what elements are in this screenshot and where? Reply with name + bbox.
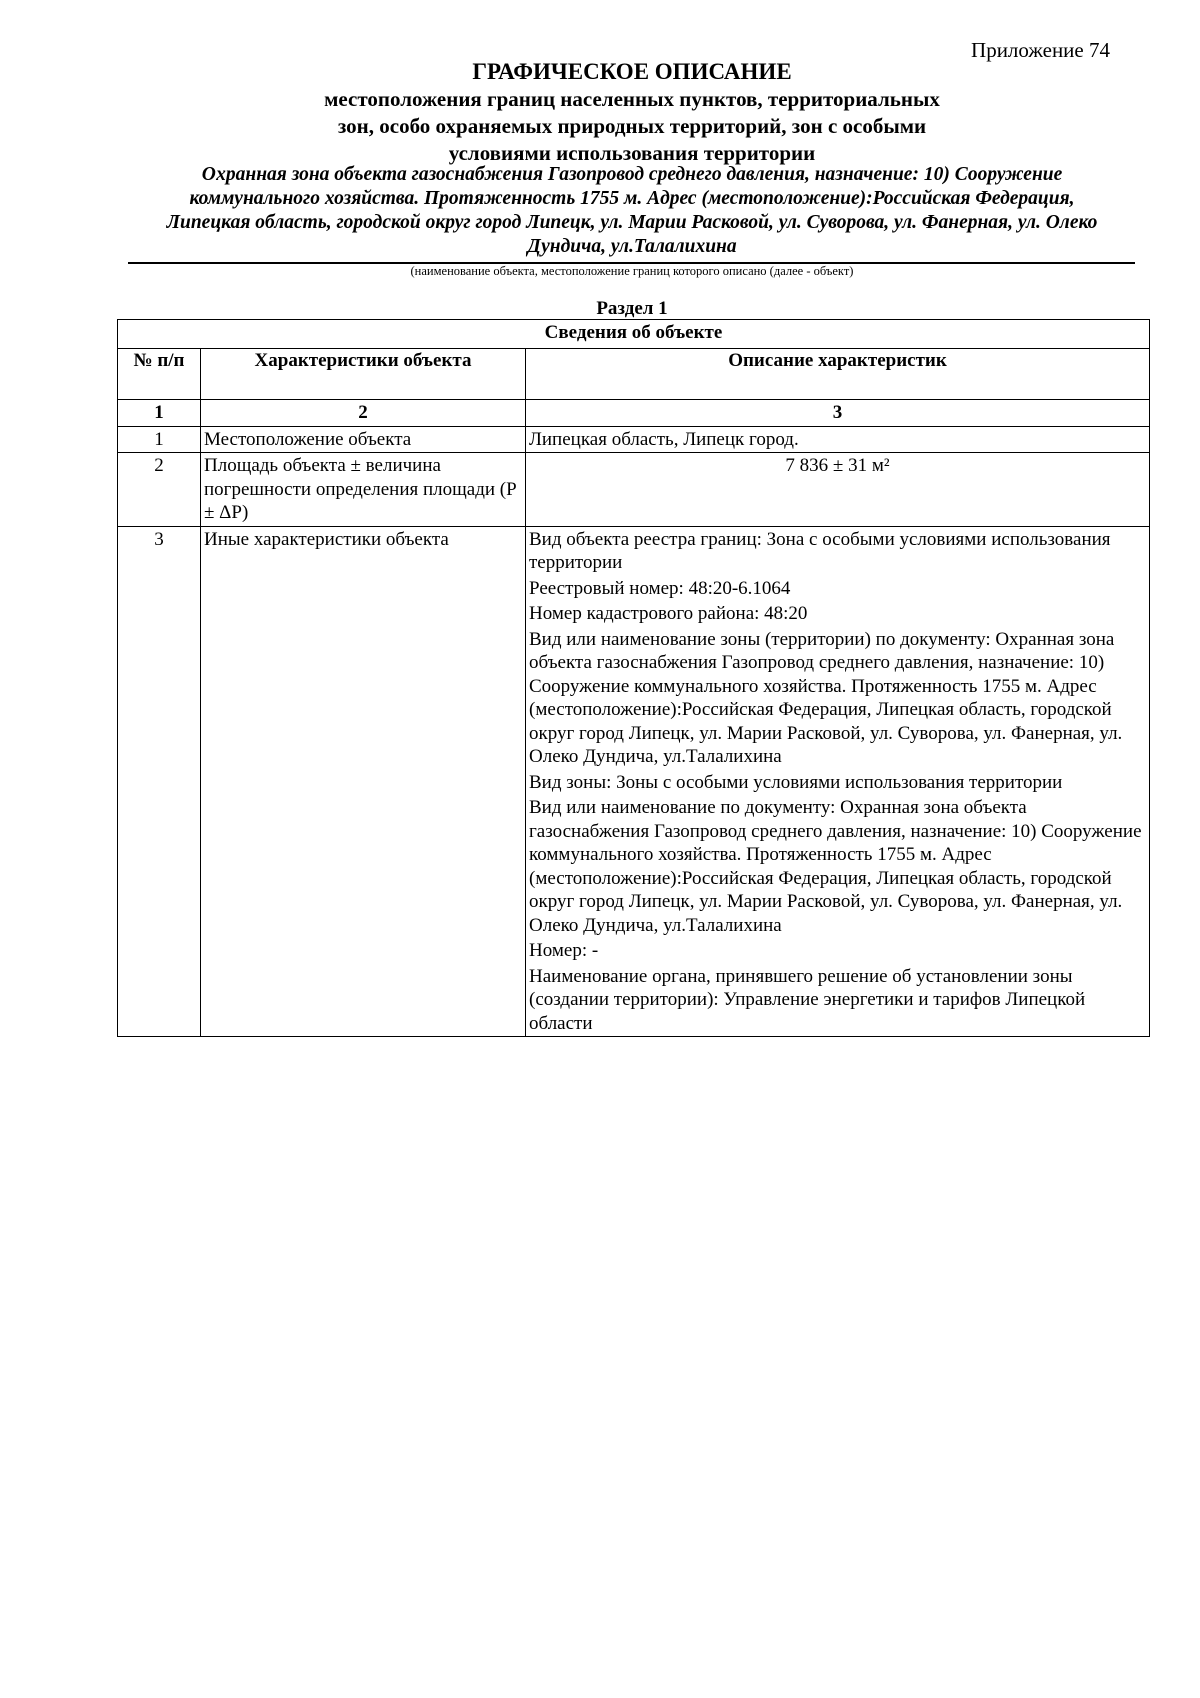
row-description: Липецкая область, Липецк город. xyxy=(526,426,1150,453)
document-subtitle-line: местоположения границ населенных пунктов, территориальных xyxy=(324,87,940,111)
object-name-line: коммунального хозяйства. Протяженность 1755 м. Адрес (местоположение):Российская Федерация, xyxy=(189,188,1075,209)
column-number: 2 xyxy=(201,400,526,427)
document-subtitle-line: условиями использования территории xyxy=(448,141,816,165)
column-number: 1 xyxy=(118,400,201,427)
description-paragraph: Наименование органа, принявшего решение об установлении зоны (создании территории): Управление энергетики и тарифов Липецкой области xyxy=(529,965,1086,1034)
object-name-caption: (наименование объекта, местоположение границ которого описано (далее - объект) xyxy=(410,264,854,278)
header-description: Описание характеристик xyxy=(526,349,1150,400)
table-header-row xyxy=(118,349,1150,400)
description-paragraph: Номер кадастрового района: 48:20 xyxy=(529,603,808,624)
description-paragraph: Вид или наименование по документу: Охранная зона объекта газоснабжения Газопровод среднего давления, назначение: 10) Сооружение коммунального хозяйства. Протяженность 1755 м. Адрес (местоположение):Российская Федерация, Липецкая область, городской округ город Липецк, ул. Марии Расковой, ул. Суворова, ул. Фанерная, ул. Олеко Дундича, ул.Талалихина xyxy=(529,797,1142,936)
object-name xyxy=(130,163,1134,259)
row-characteristic: Иные характеристики объекта xyxy=(201,526,526,1037)
description-paragraph: Вид или наименование зоны (территории) по документу: Охранная зона объекта газоснабжения Газопровод среднего давления, назначение: 10) Сооружение коммунального хозяйства. Протяженность 1755 м. Адрес (местоположение):Российская Федерация, Липецкая область, городской округ город Липецк, ул. Марии Расковой, ул. Суворова, ул. Фанерная, ул. Олеко Дундича, ул.Талалихина xyxy=(529,628,1123,767)
table-row xyxy=(118,526,1150,1037)
row-characteristic: Площадь объекта ± величина погрешности определения площади (P ± ΔP) xyxy=(201,453,526,527)
column-number: 3 xyxy=(526,400,1150,427)
table-caption-row xyxy=(118,320,1150,349)
row-number: 2 xyxy=(118,453,201,527)
object-name-line: Липецкая область, городской округ город Липецк, ул. Марии Расковой, ул. Суворова, ул. Фанерная, ул. Олеко xyxy=(166,212,1098,233)
document-subtitle-line: зон, особо охраняемых природных территорий, зон с особыми xyxy=(337,114,927,138)
description-paragraph: Реестровый номер: 48:20-6.1064 xyxy=(529,577,791,599)
header-num: № п/п xyxy=(118,349,201,400)
row-description xyxy=(526,526,1150,1037)
section-label: Раздел 1 xyxy=(596,298,668,319)
object-name-line: Охранная зона объекта газоснабжения Газопровод среднего давления, назначение: 10) Сооружение xyxy=(201,164,1063,185)
description-paragraph: Номер: - xyxy=(529,940,599,961)
table-row xyxy=(118,453,1150,527)
document-title: ГРАФИЧЕСКОЕ ОПИСАНИЕ xyxy=(472,59,792,84)
header-characteristics: Характеристики объекта xyxy=(201,349,526,400)
description-paragraph: Вид зоны: Зоны с особыми условиями использования территории xyxy=(529,771,1063,793)
row-number: 3 xyxy=(118,526,201,1037)
column-number-row xyxy=(118,400,1150,427)
row-number: 1 xyxy=(118,426,201,453)
row-characteristic: Местоположение объекта xyxy=(201,426,526,453)
object-info-table xyxy=(117,319,1150,1037)
row-description: 7 836 ± 31 м² xyxy=(526,453,1150,527)
appendix-label: Приложение 74 xyxy=(971,38,1110,62)
description-paragraph: Вид объекта реестра границ: Зона с особыми условиями использования территории xyxy=(529,528,1111,573)
object-name-line: Дундича, ул.Талалихина xyxy=(527,236,737,257)
table-caption: Сведения об объекте xyxy=(118,320,1150,349)
table-row xyxy=(118,426,1150,453)
document-heading xyxy=(0,58,1200,167)
